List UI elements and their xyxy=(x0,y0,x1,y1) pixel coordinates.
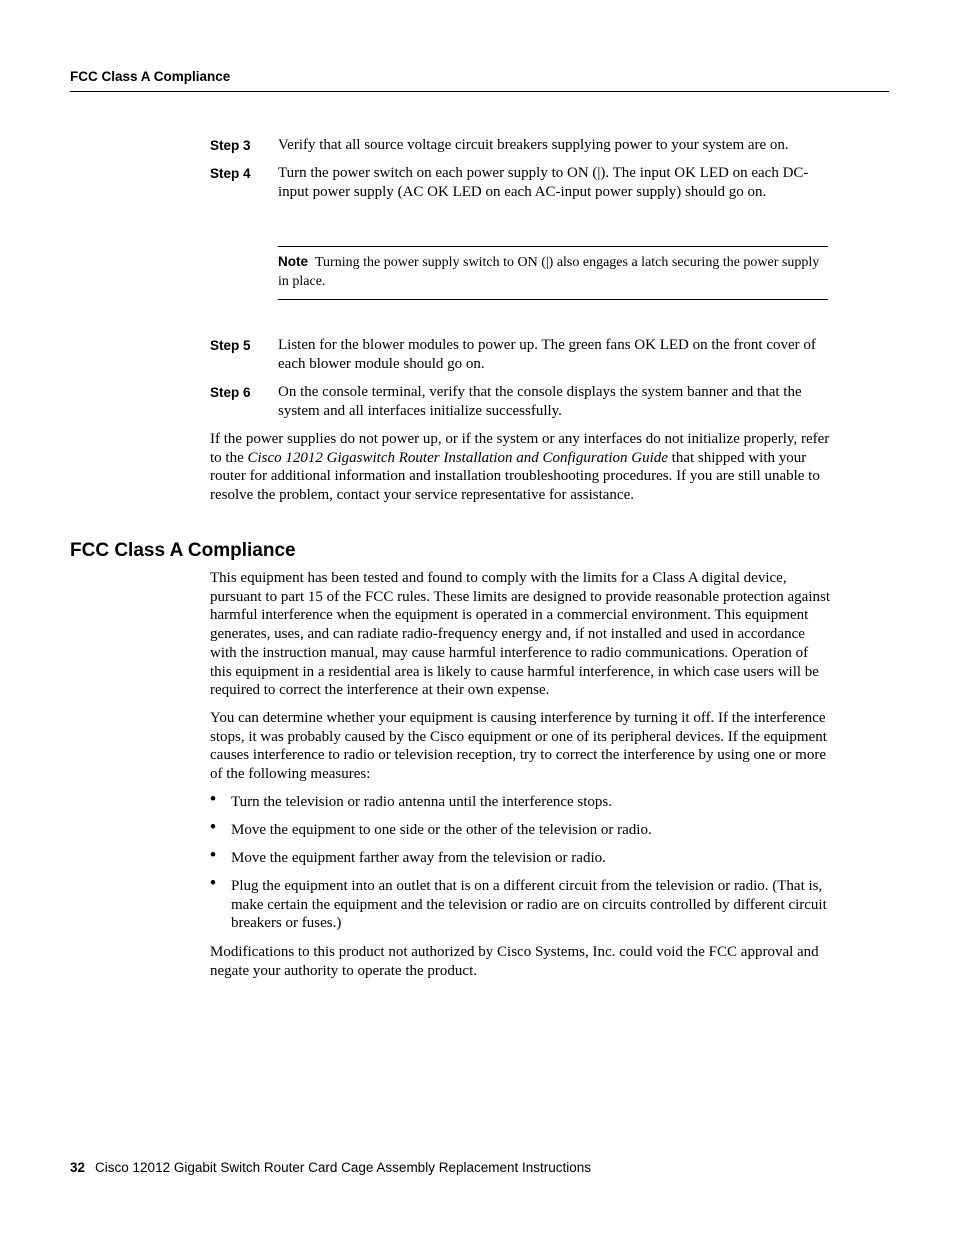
step-3-text: Verify that all source voltage circuit breakers supplying power to your system are on. xyxy=(278,137,789,153)
troubleshoot-text-start: If the power supplies do not power up, or if the system or any interfaces do not initialize properly, refer to the xyxy=(210,431,830,466)
modifications-paragraph: Modifications to this product not authorized by Cisco Systems, Inc. could void the FCC approval and negate your authority to operate the product. xyxy=(210,944,819,979)
note-text: Turning the power supply switch to ON (|) also engages a latch securing the power supply in place. xyxy=(278,255,820,289)
interference-paragraph: You can determine whether your equipment is causing interference by turning it off. If the interference stops, it was probably caused by the Cisco equipment or one of its peripheral devices. If the equipment causes interference to radio or television reception, try to correct the interference by using one or more of the following measures: xyxy=(210,710,827,783)
list-item xyxy=(210,817,830,840)
running-header: FCC Class A Compliance xyxy=(70,69,231,84)
step-5 xyxy=(210,336,830,374)
note-box xyxy=(278,246,828,300)
step-6 xyxy=(210,383,830,421)
step-6-label: Step 6 xyxy=(210,385,251,400)
step-4 xyxy=(210,164,830,202)
footer-doc-title: Cisco 12012 Gigabit Switch Router Card Cage Assembly Replacement Instructions xyxy=(95,1160,592,1175)
section-heading: FCC Class A Compliance xyxy=(70,540,296,561)
step-6-text: On the console terminal, verify that the console displays the system banner and that the system and all interfaces initialize successfully. xyxy=(278,384,802,419)
header-rule xyxy=(70,91,889,92)
step-5-label: Step 5 xyxy=(210,338,251,353)
list-item-text: Move the equipment farther away from the television or radio. xyxy=(231,850,606,866)
list-item-text: Turn the television or radio antenna until the interference stops. xyxy=(231,794,613,810)
troubleshooting-paragraph xyxy=(210,430,830,505)
note-content xyxy=(278,252,828,291)
page-footer xyxy=(70,1160,591,1175)
page-number: 32 xyxy=(70,1160,86,1175)
troubleshoot-text-end: that shipped with your router for additional information and installation troubleshooting procedures. If you are still unable to resolve the problem, contact your service representative for assistance. xyxy=(210,449,820,504)
list-item-text: Move the equipment to one side or the other of the television or radio. xyxy=(231,822,652,838)
list-item xyxy=(210,845,830,868)
guide-title: Cisco 12012 Gigaswitch Router Installation and Configuration Guide xyxy=(247,449,668,466)
bullet-icon: • xyxy=(210,789,216,808)
list-item xyxy=(210,789,830,812)
bullet-icon: • xyxy=(210,817,216,836)
bullet-icon: • xyxy=(210,873,216,892)
step-3 xyxy=(210,136,830,155)
list-item-text: Plug the equipment into an outlet that is on a different circuit from the television or radio. (That is, make certain the equipment and the television or radio are on circuits controlled by different circuit breakers or fuses.) xyxy=(231,878,827,932)
list-item xyxy=(210,873,830,933)
compliance-paragraph: This equipment has been tested and found to comply with the limits for a Class A digital device, pursuant to part 15 of the FCC rules. These limits are designed to provide reasonable protection against harmful interference when the equipment is operated in a commercial environment. This equipment generates, uses, and can radiate radio-frequency energy and, if not installed and used in accordance with the instruction manual, may cause harmful interference to radio communications. Operation of this equipment in a residential area is likely to cause harmful interference, in which case users will be required to correct the interference at their own expense. xyxy=(210,570,830,699)
note-label: Note xyxy=(278,254,308,269)
step-4-label: Step 4 xyxy=(210,166,251,181)
step-3-label: Step 3 xyxy=(210,138,251,153)
bullet-icon: • xyxy=(210,845,216,864)
step-4-text: Turn the power switch on each power supply to ON (|). The input OK LED on each DC-input power supply (AC OK LED on each AC-input power supply) should go on. xyxy=(278,165,809,200)
step-5-text: Listen for the blower modules to power up. The green fans OK LED on the front cover of each blower module should go on. xyxy=(278,337,816,372)
